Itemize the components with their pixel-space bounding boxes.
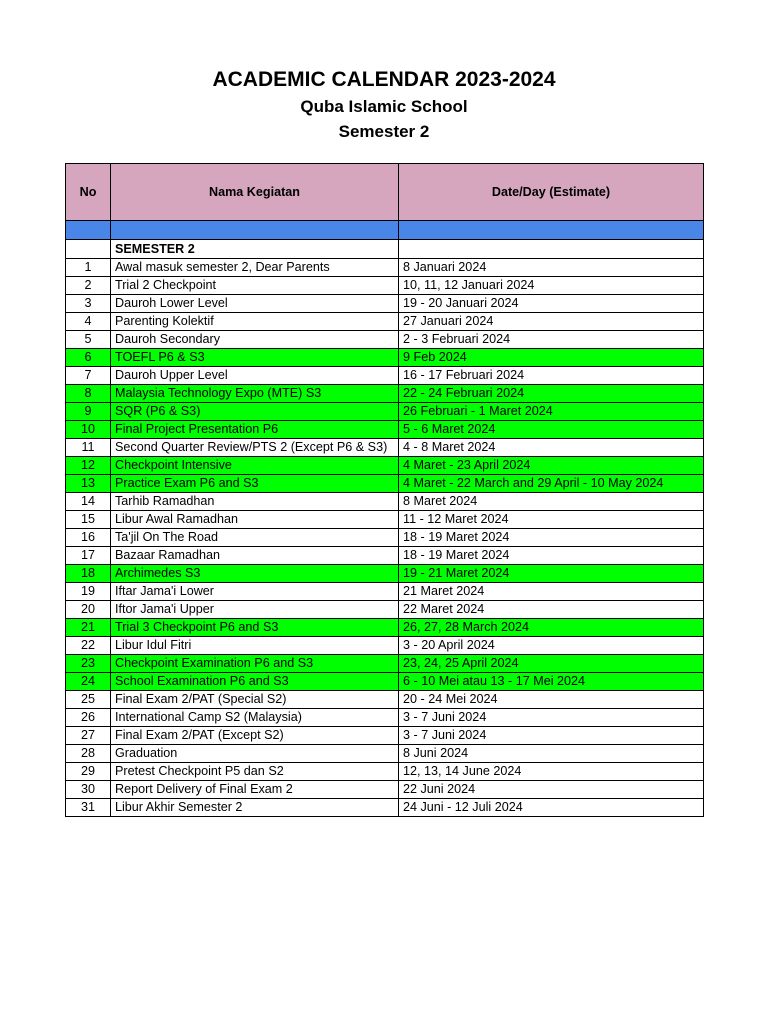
activity-name: Iftor Jama'i Upper <box>111 601 399 619</box>
row-number: 31 <box>66 799 111 817</box>
table-row <box>66 601 704 619</box>
row-number: 25 <box>66 691 111 709</box>
blue-band-cell <box>399 221 704 240</box>
activity-date: 3 - 7 Juni 2024 <box>399 727 704 745</box>
row-number: 8 <box>66 385 111 403</box>
table-row <box>66 691 704 709</box>
row-number: 15 <box>66 511 111 529</box>
table-row <box>66 511 704 529</box>
section-empty-cell <box>399 240 704 259</box>
table-row <box>66 619 704 637</box>
header-date: Date/Day (Estimate) <box>399 164 704 221</box>
table-row <box>66 583 704 601</box>
activity-name: Dauroh Lower Level <box>111 295 399 313</box>
table-row <box>66 277 704 295</box>
row-number: 17 <box>66 547 111 565</box>
activity-date: 21 Maret 2024 <box>399 583 704 601</box>
activity-name: Final Exam 2/PAT (Special S2) <box>111 691 399 709</box>
row-number: 9 <box>66 403 111 421</box>
activity-date: 22 - 24 Februari 2024 <box>399 385 704 403</box>
activity-date: 16 - 17 Februari 2024 <box>399 367 704 385</box>
activity-date: 8 Maret 2024 <box>399 493 704 511</box>
table-row <box>66 439 704 457</box>
activity-name: TOEFL P6 & S3 <box>111 349 399 367</box>
document-title: ACADEMIC CALENDAR 2023-2024 <box>212 68 556 91</box>
activity-date: 4 - 8 Maret 2024 <box>399 439 704 457</box>
activity-name: Trial 2 Checkpoint <box>111 277 399 295</box>
table-row <box>66 565 704 583</box>
table-row <box>66 457 704 475</box>
row-number: 27 <box>66 727 111 745</box>
activity-name: Bazaar Ramadhan <box>111 547 399 565</box>
activity-name: Checkpoint Intensive <box>111 457 399 475</box>
activity-name: Tarhib Ramadhan <box>111 493 399 511</box>
activity-name: Iftar Jama'i Lower <box>111 583 399 601</box>
activity-name: Archimedes S3 <box>111 565 399 583</box>
calendar-table <box>65 163 704 817</box>
activity-name: Awal masuk semester 2, Dear Parents <box>111 259 399 277</box>
activity-name: Libur Awal Ramadhan <box>111 511 399 529</box>
blue-band-row <box>66 221 704 240</box>
table-row <box>66 727 704 745</box>
activity-date: 19 - 20 Januari 2024 <box>399 295 704 313</box>
activity-name: Libur Akhir Semester 2 <box>111 799 399 817</box>
activity-date: 18 - 19 Maret 2024 <box>399 547 704 565</box>
row-number: 4 <box>66 313 111 331</box>
school-name: Quba Islamic School <box>300 97 468 116</box>
table-row <box>66 421 704 439</box>
row-number: 6 <box>66 349 111 367</box>
table-row <box>66 637 704 655</box>
table-row <box>66 763 704 781</box>
table-row <box>66 259 704 277</box>
table-row <box>66 403 704 421</box>
blue-band-cell <box>111 221 399 240</box>
activity-date: 19 - 21 Maret 2024 <box>399 565 704 583</box>
row-number: 19 <box>66 583 111 601</box>
activity-date: 8 Juni 2024 <box>399 745 704 763</box>
activity-date: 2 - 3 Februari 2024 <box>399 331 704 349</box>
activity-name: Report Delivery of Final Exam 2 <box>111 781 399 799</box>
activity-date: 22 Juni 2024 <box>399 781 704 799</box>
row-number: 23 <box>66 655 111 673</box>
header-no: No <box>66 164 111 221</box>
activity-name: Trial 3 Checkpoint P6 and S3 <box>111 619 399 637</box>
row-number: 16 <box>66 529 111 547</box>
activity-name: Final Project Presentation P6 <box>111 421 399 439</box>
table-row <box>66 529 704 547</box>
activity-name: Malaysia Technology Expo (MTE) S3 <box>111 385 399 403</box>
row-number: 29 <box>66 763 111 781</box>
activity-date: 26 Februari - 1 Maret 2024 <box>399 403 704 421</box>
activity-date: 5 - 6 Maret 2024 <box>399 421 704 439</box>
blue-band-cell <box>66 221 111 240</box>
activity-date: 27 Januari 2024 <box>399 313 704 331</box>
activity-name: Pretest Checkpoint P5 dan S2 <box>111 763 399 781</box>
table-row <box>66 313 704 331</box>
activity-name: Practice Exam P6 and S3 <box>111 475 399 493</box>
section-label: SEMESTER 2 <box>111 240 399 259</box>
activity-date: 4 Maret - 22 March and 29 April - 10 May 2024 <box>399 475 704 493</box>
activity-date: 6 - 10 Mei atau 13 - 17 Mei 2024 <box>399 673 704 691</box>
activity-name: International Camp S2 (Malaysia) <box>111 709 399 727</box>
table-row <box>66 349 704 367</box>
activity-name: Ta'jil On The Road <box>111 529 399 547</box>
activity-date: 23, 24, 25 April 2024 <box>399 655 704 673</box>
row-number: 28 <box>66 745 111 763</box>
row-number: 22 <box>66 637 111 655</box>
table-row <box>66 781 704 799</box>
section-empty-cell <box>66 240 111 259</box>
activity-date: 12, 13, 14 June 2024 <box>399 763 704 781</box>
activity-name: School Examination P6 and S3 <box>111 673 399 691</box>
row-number: 30 <box>66 781 111 799</box>
table-row <box>66 709 704 727</box>
activity-date: 22 Maret 2024 <box>399 601 704 619</box>
row-number: 2 <box>66 277 111 295</box>
row-number: 5 <box>66 331 111 349</box>
activity-name: Checkpoint Examination P6 and S3 <box>111 655 399 673</box>
table-row <box>66 385 704 403</box>
section-row <box>66 240 704 259</box>
activity-name: Libur Idul Fitri <box>111 637 399 655</box>
table-row <box>66 475 704 493</box>
activity-date: 18 - 19 Maret 2024 <box>399 529 704 547</box>
activity-date: 26, 27, 28 March 2024 <box>399 619 704 637</box>
table-row <box>66 745 704 763</box>
table-row <box>66 799 704 817</box>
table-row <box>66 655 704 673</box>
activity-name: Parenting Kolektif <box>111 313 399 331</box>
header-activity: Nama Kegiatan <box>111 164 399 221</box>
row-number: 13 <box>66 475 111 493</box>
table-row <box>66 547 704 565</box>
table-row <box>66 331 704 349</box>
activity-date: 9 Feb 2024 <box>399 349 704 367</box>
table-row <box>66 295 704 313</box>
activity-name: Graduation <box>111 745 399 763</box>
activity-date: 20 - 24 Mei 2024 <box>399 691 704 709</box>
activity-date: 10, 11, 12 Januari 2024 <box>399 277 704 295</box>
row-number: 1 <box>66 259 111 277</box>
row-number: 7 <box>66 367 111 385</box>
activity-name: SQR (P6 & S3) <box>111 403 399 421</box>
row-number: 18 <box>66 565 111 583</box>
table-header-row <box>66 164 704 221</box>
activity-date: 4 Maret - 23 April 2024 <box>399 457 704 475</box>
row-number: 26 <box>66 709 111 727</box>
row-number: 3 <box>66 295 111 313</box>
row-number: 21 <box>66 619 111 637</box>
table-row <box>66 673 704 691</box>
activity-name: Dauroh Secondary <box>111 331 399 349</box>
activity-name: Dauroh Upper Level <box>111 367 399 385</box>
row-number: 14 <box>66 493 111 511</box>
row-number: 12 <box>66 457 111 475</box>
row-number: 24 <box>66 673 111 691</box>
semester-title: Semester 2 <box>338 122 430 141</box>
activity-name: Final Exam 2/PAT (Except S2) <box>111 727 399 745</box>
row-number: 10 <box>66 421 111 439</box>
activity-name: Second Quarter Review/PTS 2 (Except P6 & S3) <box>111 439 399 457</box>
table-row <box>66 493 704 511</box>
activity-date: 24 Juni - 12 Juli 2024 <box>399 799 704 817</box>
table-row <box>66 367 704 385</box>
activity-date: 11 - 12 Maret 2024 <box>399 511 704 529</box>
row-number: 20 <box>66 601 111 619</box>
activity-date: 3 - 7 Juni 2024 <box>399 709 704 727</box>
activity-date: 3 - 20 April 2024 <box>399 637 704 655</box>
activity-date: 8 Januari 2024 <box>399 259 704 277</box>
row-number: 11 <box>66 439 111 457</box>
